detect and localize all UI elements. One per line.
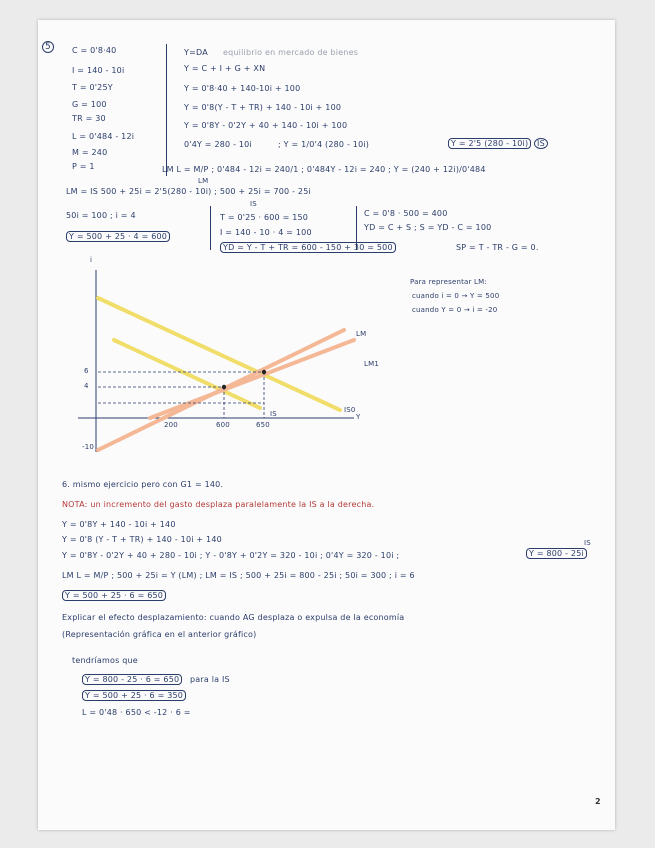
yd-line: YD = Y - T + TR = 600 - 150 + 30 = 500 <box>220 243 396 252</box>
x-tick: 600 <box>216 421 230 429</box>
derivation-header-note: equilibrio en mercado de bienes <box>223 48 359 57</box>
problem6-lm-line: LM L = M/P ; 500 + 25i = Y (LM) ; LM = IS ; 500 + 25i = 800 - 25i ; 50i = 300 ; i = 6 <box>62 571 415 580</box>
consumption-line: C = 0'8 · 500 = 400 <box>364 209 448 218</box>
given-line: P = 1 <box>72 162 95 171</box>
given-line: G = 100 <box>72 100 107 109</box>
problem6-line: Y = 0'8 (Y - T + TR) + 140 - 10i + 140 <box>62 535 222 544</box>
tax-line: T = 0'25 · 600 = 150 <box>220 213 309 222</box>
curve-label-is: IS <box>270 410 277 418</box>
tenemos-eq: L = 0'48 · 650 < -12 · 6 = <box>82 708 191 717</box>
equil-tag-is: IS <box>250 200 257 208</box>
i-result: 50i = 100 ; i = 4 <box>66 211 136 220</box>
equil-tag-lm: LM <box>198 177 209 185</box>
tenemos-eq: Y = 800 - 25 · 6 = 650 <box>82 675 182 684</box>
problem6-line: Y = 0'8Y + 140 - 10i + 140 <box>62 520 176 529</box>
x-axis-label: Y <box>356 413 361 421</box>
y-tick: 6 <box>84 367 89 375</box>
curve-label-lm1: LM1 <box>364 360 379 368</box>
notebook-page <box>38 20 615 830</box>
given-line: M = 240 <box>72 148 108 157</box>
problem-number: 5 <box>42 42 54 52</box>
derivation-line: Y = 0'8·40 + 140-10i + 100 <box>184 84 301 93</box>
derivation-header: Y=DA <box>184 48 208 57</box>
y-tick: -10 <box>82 443 95 451</box>
given-line: C = 0'8·40 <box>72 46 117 55</box>
is-result: Y = 2'5 (280 - 10i) IS <box>448 139 548 148</box>
is-tag: IS <box>534 138 548 149</box>
equilibrium-line: LM = IS 500 + 25i = 2'5(280 - 10i) ; 500 + 25i = 700 - 25i <box>66 187 311 196</box>
derivation-line: 0'4Y = 280 - 10i <box>184 140 252 149</box>
given-line: L = 0'484 - 12i <box>72 132 135 141</box>
problem6-is-tag: IS <box>584 539 591 547</box>
is-curve-0 <box>114 340 260 408</box>
explain-line: Explicar el efecto desplazamiento: cuando AG desplaza o expulsa de la economía <box>62 613 405 622</box>
problem6-line: Y = 0'8Y - 0'2Y + 40 + 280 - 10i ; Y - 0'8Y + 0'2Y = 320 - 10i ; 0'4Y = 320 - 10i ; <box>62 551 400 560</box>
page-number: 2 <box>595 797 601 806</box>
explain-line: (Representación gráfica en el anterior gráfico) <box>62 630 257 639</box>
x-tick: 200 <box>164 421 178 429</box>
y-tick: 4 <box>84 382 89 390</box>
y-result: Y = 500 + 25 · 4 = 600 <box>66 232 170 241</box>
derivation-line: Y = C + I + G + XN <box>184 64 266 73</box>
y-axis-label: i <box>90 256 93 264</box>
curve-label-is0: IS0 <box>344 406 356 414</box>
problem6-note: NOTA: un incremento del gasto desplaza paralelamente la IS a la derecha. <box>62 500 375 509</box>
given-line: I = 140 - 10i <box>72 66 125 75</box>
lm-line: LM L = M/P ; 0'484 - 12i = 240/1 ; 0'484Y - 12i = 240 ; Y = (240 + 12i)/0'484 <box>162 165 486 174</box>
given-line: TR = 30 <box>72 114 106 123</box>
equilibrium-point <box>222 385 226 389</box>
given-line: T = 0'25Y <box>72 83 113 92</box>
curve-label-lm: LM <box>356 330 367 338</box>
graph-note-line: cuando Y = 0 → i = -20 <box>412 306 498 314</box>
derivation-line: Y = 0'8(Y - T + TR) + 140 - 10i + 100 <box>184 103 342 112</box>
sp-line: SP = T - TR - G = 0. <box>456 243 539 252</box>
graph-note-line: cuando i = 0 → Y = 500 <box>412 292 500 300</box>
graph-note-title: Para representar LM: <box>410 278 487 286</box>
tenemos-eq: Y = 500 + 25 · 6 = 350 <box>82 691 186 700</box>
savings-line: YD = C + S ; S = YD - C = 100 <box>364 223 492 232</box>
tenemos-note: para la IS <box>190 675 230 684</box>
x-tick: 650 <box>256 421 270 429</box>
problem6-title: 6. mismo ejercicio pero con G1 = 140. <box>62 480 224 489</box>
tenemos-line: tendríamos que <box>72 656 138 665</box>
new-equilibrium-point <box>262 370 266 374</box>
problem6-is-result: Y = 800 - 25i <box>526 549 587 558</box>
problem6-y-result: Y = 500 + 25 · 6 = 650 <box>62 591 166 600</box>
is-solve: ; Y = 1/0'4 (280 - 10i) <box>278 140 370 149</box>
derivation-line: Y = 0'8Y - 0'2Y + 40 + 140 - 10i + 100 <box>184 121 348 130</box>
investment-line: I = 140 - 10 · 4 = 100 <box>220 228 312 237</box>
